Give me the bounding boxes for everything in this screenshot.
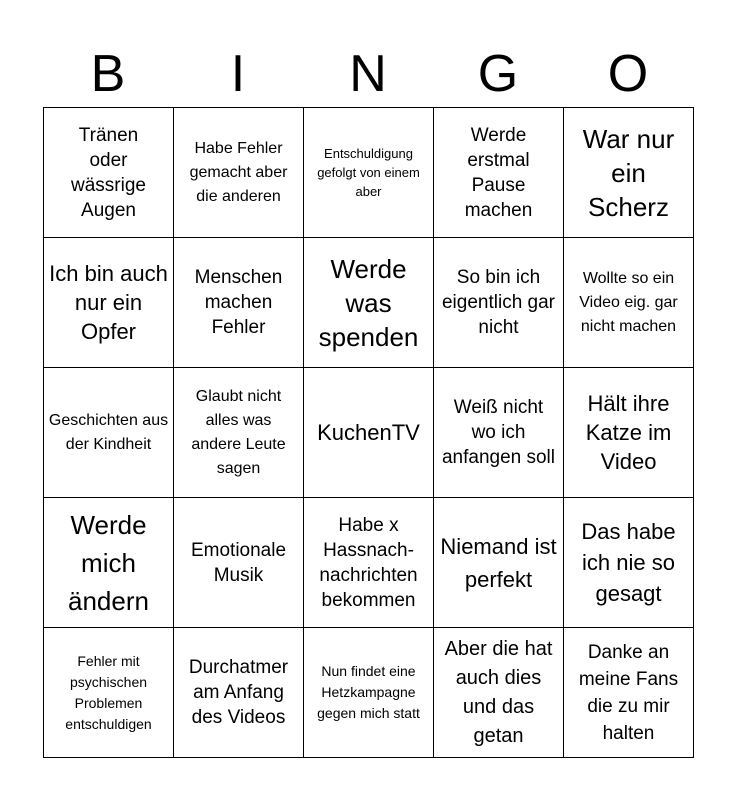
bingo-cell[interactable]: [434, 238, 564, 368]
cell-text: Danke an meine Fans die zu mir halten: [578, 641, 679, 744]
cell-text: Habe x Hassnach-nachrichten bekommen: [319, 514, 418, 611]
cell-text: Durchatmer am Anfang des Videos: [188, 657, 289, 728]
bingo-card: [43, 107, 694, 758]
bingo-cell[interactable]: [564, 628, 694, 758]
bingo-cell[interactable]: [564, 108, 694, 238]
cell-text: Werde mich ändern: [68, 509, 149, 616]
bingo-cell[interactable]: [434, 368, 564, 498]
bingo-cell[interactable]: [44, 368, 174, 498]
cell-text: Emotionale Musik: [190, 539, 287, 586]
bingo-cell[interactable]: [44, 238, 174, 368]
cell-text: Hält ihre Katze im Video: [585, 391, 672, 474]
cell-text: Ich bin auch nur ein Opfer: [49, 261, 168, 344]
bingo-cell[interactable]: [174, 628, 304, 758]
cell-text: Entschuldigung gefolgt von einem aber: [317, 146, 420, 199]
bingo-cell[interactable]: [304, 498, 434, 628]
bingo-cell[interactable]: [304, 238, 434, 368]
cell-text: Glaubt nicht alles was andere Leute sagen: [191, 387, 286, 477]
cell-text: Wollte so ein Video eig. gar nicht machen: [579, 269, 678, 335]
bingo-cell[interactable]: [564, 498, 694, 628]
cell-text: Niemand ist perfekt: [440, 533, 557, 592]
bingo-cell[interactable]: [434, 628, 564, 758]
bingo-cell[interactable]: [44, 108, 174, 238]
cell-text: KuchenTV: [317, 420, 420, 445]
bingo-cell[interactable]: [174, 368, 304, 498]
header-letter-n: N: [349, 45, 387, 103]
cell-text: Habe Fehler gemacht aber die anderen: [189, 139, 288, 205]
bingo-cell[interactable]: [174, 108, 304, 238]
cell-text: Fehler mit psychischen Problemen entschuldigen: [65, 652, 152, 732]
bingo-cell[interactable]: [304, 628, 434, 758]
bingo-cell[interactable]: [434, 108, 564, 238]
cell-text: Tränen oder wässrige Augen: [71, 124, 146, 221]
cell-text: Weiß nicht wo ich anfangen soll: [441, 397, 556, 468]
bingo-cell[interactable]: [174, 238, 304, 368]
cell-text: So bin ich eigentlich gar nicht: [441, 267, 556, 338]
header-letter-i: I: [230, 45, 246, 103]
cell-text: Werde erstmal Pause machen: [464, 124, 533, 221]
bingo-cell[interactable]: [304, 368, 434, 498]
bingo-cell[interactable]: [304, 108, 434, 238]
header-letter-g: G: [477, 45, 519, 103]
cell-text: Aber die hat auch dies und das getan: [444, 637, 553, 747]
cell-text: Werde was spenden: [318, 253, 419, 352]
bingo-cell[interactable]: [44, 628, 174, 758]
cell-text: Nun findet eine Hetzkampagne gegen mich statt: [317, 663, 420, 721]
bingo-header: [43, 44, 693, 104]
cell-text: War nur ein Scherz: [582, 123, 675, 222]
bingo-cell[interactable]: [434, 498, 564, 628]
cell-text: Menschen machen Fehler: [194, 267, 283, 338]
cell-text: Geschichten aus der Kindheit: [48, 411, 169, 453]
header-letter-o: O: [607, 45, 649, 103]
header-letter-b: B: [90, 45, 126, 103]
bingo-cell[interactable]: [174, 498, 304, 628]
bingo-cell[interactable]: [564, 368, 694, 498]
bingo-cell[interactable]: [564, 238, 694, 368]
cell-text: Das habe ich nie so gesagt: [581, 519, 676, 606]
bingo-cell[interactable]: [44, 498, 174, 628]
